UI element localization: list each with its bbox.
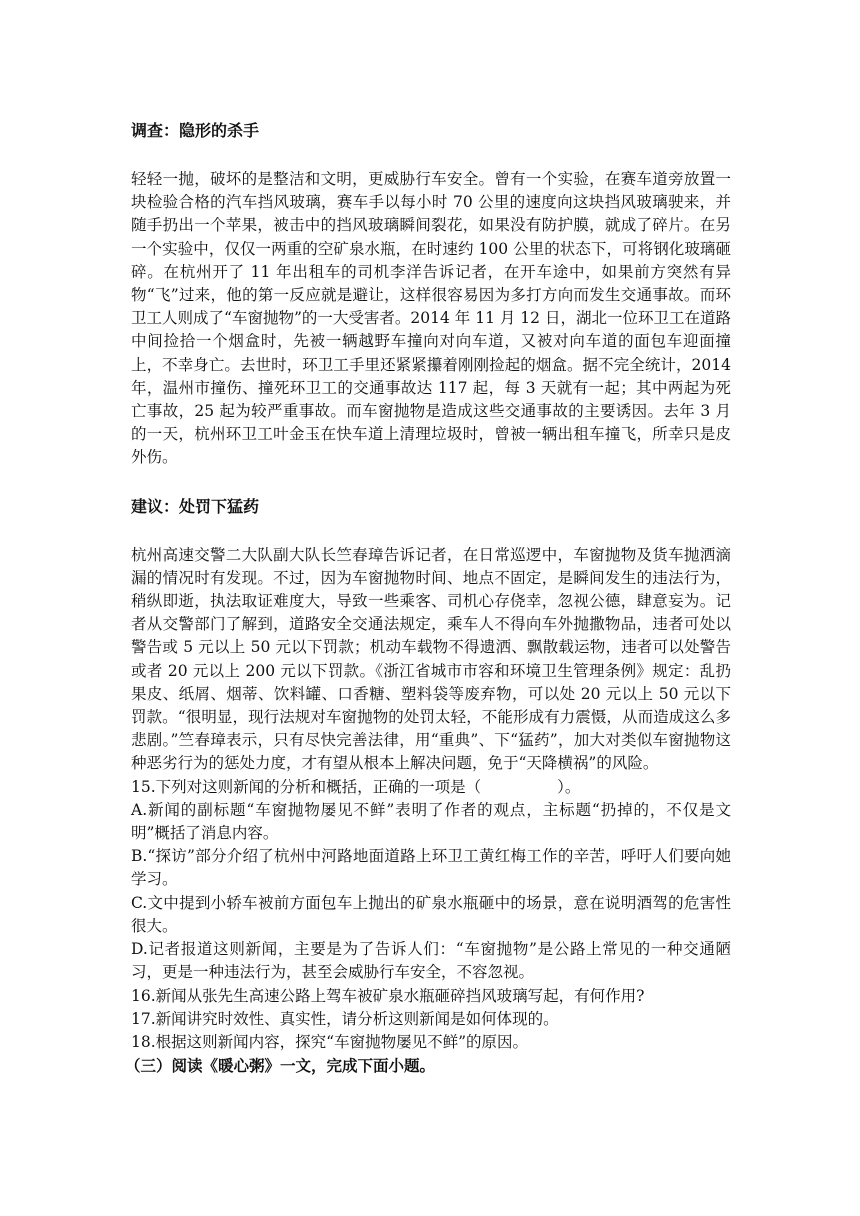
spacer — [131, 470, 731, 494]
question-15 — [131, 776, 731, 799]
question-18: 18.根据这则新闻内容，探究“车窗抛物屡见不鲜”的原因。 — [131, 1032, 529, 1051]
option-b: B.“探访”部分介绍了杭州中河路地面道路上环卫工黄红梅工作的辛苦，呼吁人们要向她学习。 — [131, 847, 731, 889]
option-d: D.记者报道这则新闻，主要是为了告诉人们：“车窗抛物”是公路上常见的一种交通陋习，更是一种违法行为，甚至会威胁行车安全，不容忽视。 — [131, 940, 731, 982]
paragraph-suggestion: 杭州高速交警二大队副大队长竺春璋告诉记者，在日常巡逻中，车窗抛物及货车抛洒滴漏的情况时有发现。不过，因为车窗抛物时间、地点不固定，是瞬间发生的违法行为，稍纵即逝，执法取证难度大，导致一些乘客、司机心存侥幸，忽视公德，肆意妄为。记者从交警部门了解到，道路安全交通法规定，乘车人不得向车外抛撒物品，违者可处以警告或 5 元以上 50 元以下罚款；机动车载物不得遗洒、飘散载运物，违者可以处警告或者 20 元以上 200 元以下罚款。《浙江省城市市容和环境卫生管理条例》规定：乱扔果皮、纸屑、烟蒂、饮料罐、口香糖、塑料袋等废弃物，可以处 20 元以上 50 元以下罚款。“很明显，现行法规对车窗抛物的处罚太轻，不能形成有力震慑，从而造成这么多悲剧。”竺春璋表示，只有尽快完善法律，用“重典”、下“猛药”，加大对类似车窗抛物这种恶劣行为的惩处力度，才有望从根本上解决问题，免于“天降横祸”的风险。 — [131, 545, 731, 773]
option-a: A.新闻的副标题“车窗抛物屡见不鲜”表明了作者的观点，主标题“扔掉的，不仅是文明”概括了消息内容。 — [131, 800, 731, 843]
question-17: 17.新闻讲究时效性、真实性，请分析这则新闻是如何体现的。 — [131, 1009, 559, 1028]
spacer — [131, 520, 731, 544]
spacer — [131, 144, 731, 168]
document-page — [125, 118, 731, 1078]
option-c: C.文中提到小轿车被前方面包车上抛出的矿泉水瓶砸中的场景，意在说明酒驾的危害性很大。 — [131, 893, 731, 935]
paragraph-investigation: 轻轻一抛，破坏的是整洁和文明，更威胁行车安全。曾有一个实验，在赛车道旁放置一块检验合格的汽车挡风玻璃，赛车手以每小时 70 公里的速度向这块挡风玻璃驶来，并随手扔出一个苹果，被击中的挡风玻璃瞬间裂花，如果没有防护膜，就成了碎片。在另一个实验中，仅仅一两重的空矿泉水瓶，在时速约 100 公里的状态下，可将钢化玻璃砸碎。在杭州开了 11 年出租车的司机李洋告诉记者，在开车途中，如果前方突然有异物“飞”过来，他的第一反应就是避让，这样很容易因为多打方向而发生交通事故。而环卫工人则成了“车窗抛物”的一大受害者。2014 年 11 月 12 日，湖北一位环卫工在道路中间捡拾一个烟盒时，先被一辆越野车撞向对向车道，又被对向车道的面包车迎面撞上，不幸身亡。去世时，环卫工手里还紧紧攥着刚刚捡起的烟盒。据不完全统计，2014 年，温州市撞伤、撞死环卫工的交通事故达 117 起，每 3 天就有一起；其中两起为死亡事故，25 起为较严重事故。而车窗抛物是造成这些交通事故的主要诱因。去年 3 月的一天，杭州环卫工叶金玉在快车道上清理垃圾时，曾被一辆出租车撞飞，所幸只是皮外伤。 — [131, 170, 731, 467]
question-16: 16.新闻从张先生高速公路上驾车被矿泉水瓶砸碎挡风玻璃写起，有何作用? — [131, 986, 645, 1005]
section-heading-investigation: 调查：隐形的杀手 — [131, 121, 260, 140]
question-15-stem: 15.下列对这则新闻的分析和概括，正确的一项是（ — [131, 777, 482, 796]
section-heading-suggestion: 建议：处罚下猛药 — [131, 496, 260, 516]
question-15-stem-end: ）。 — [557, 777, 581, 796]
next-section-title: （三）阅读《暖心粥》一文，完成下面小题。 — [125, 1057, 436, 1076]
